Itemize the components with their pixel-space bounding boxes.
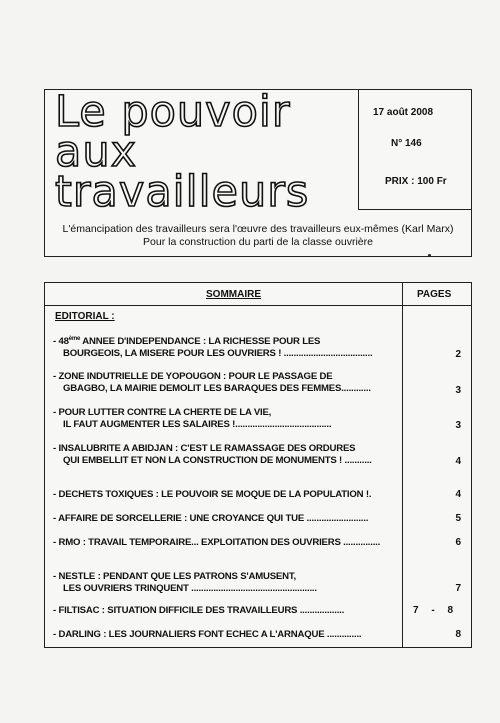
toc-entry-line: - FILTISAC : SITUATION DIFFICILE DES TRAVAILLEURS .................. [53, 605, 345, 616]
editorial-heading: EDITORIAL : [55, 311, 115, 322]
issue-price: PRIX : 100 Fr [385, 176, 447, 187]
toc-entry-line [53, 333, 401, 348]
toc-entry-line: - AFFAIRE DE SORCELLERIE : UNE CROYANCE QUI TUE ......................... [53, 513, 369, 524]
toc-page: 6 [455, 537, 461, 548]
toc-entry-line: IL FAUT AUGMENTER LES SALAIRES !....................................... [63, 419, 332, 430]
toc-page: 3 [455, 385, 461, 396]
title-line-1: Le pouvoir [55, 87, 291, 137]
pages-heading: PAGES [417, 289, 452, 300]
toc-entry-line: QUI EMBELLIT ET NON LA CONSTRUCTION DE MONUMENTS ! ........... [63, 455, 372, 466]
toc-page: 3 [455, 420, 461, 431]
toc-entry-line: - INSALUBRITE A ABIDJAN : C'EST LE RAMASSAGE DES ORDURES [53, 443, 356, 454]
toc-entry-line: - RMO : TRAVAIL TEMPORAIRE... EXPLOITATION DES OUVRIERS ............... [53, 537, 381, 548]
toc-entry [53, 371, 401, 395]
toc-page: 5 [455, 513, 461, 524]
toc-entry [53, 407, 401, 431]
issue-number: N° 146 [391, 138, 422, 149]
tagline: Pour la construction du parti de la classe ouvrière [143, 236, 373, 248]
superscript: ème [68, 336, 81, 342]
title-line-2: aux [55, 127, 138, 177]
bullet-dot [428, 254, 431, 257]
toc-entry [53, 629, 401, 641]
toc-entry [53, 537, 401, 549]
toc-entry-line: BOURGEOIS, LA MISERE POUR LES OUVRIERS ! .................................... [63, 348, 373, 360]
toc-entry [53, 605, 401, 617]
toc-entry-line: - ZONE INDUTRIELLE DE YOPOUGON : POUR LE PASSAGE DE [53, 371, 333, 382]
issue-info-box [358, 90, 471, 210]
toc-entry [53, 333, 401, 360]
toc-entry-line: - NESTLE : PENDANT QUE LES PATRONS S'AMUSENT, [53, 571, 296, 582]
title-line-3: travailleurs [55, 167, 310, 217]
table-of-contents [44, 282, 472, 648]
newspaper-title [55, 87, 355, 217]
toc-entry [53, 443, 401, 467]
toc-page: 4 [455, 456, 461, 467]
motto: L'émancipation des travailleurs sera l'œuvre des travailleurs eux-mêmes (Karl Marx) [62, 223, 454, 235]
toc-entry-line: - POUR LUTTER CONTRE LA CHERTE DE LA VIE, [53, 407, 272, 418]
toc-page: 8 [455, 629, 461, 640]
sommaire-heading: SOMMAIRE [206, 289, 261, 300]
toc-entry-line: - DECHETS TOXIQUES : LE POUVOIR SE MOQUE DE LA POPULATION !. [53, 489, 372, 500]
toc-entry [53, 571, 401, 595]
toc-entry-line: GBAGBO, LA MAIRIE DEMOLIT LES BARAQUES DES FEMMES............ [63, 383, 371, 394]
toc-entry [53, 489, 401, 501]
toc-page: 4 [455, 489, 461, 500]
toc-page: 2 [455, 349, 461, 360]
toc-page: 7 [455, 583, 461, 594]
toc-entry-line: - DARLING : LES JOURNALIERS FONT ECHEC A L'ARNAQUE .............. [53, 629, 362, 640]
issue-date: 17 août 2008 [373, 107, 434, 118]
masthead [44, 89, 472, 257]
toc-entry [53, 513, 401, 525]
header-divider [45, 305, 471, 306]
column-divider [402, 283, 403, 647]
toc-entry-prefix: - 48 [53, 336, 69, 348]
toc-entry-text: ANNEE D'INDEPENDANCE : LA RICHESSE POUR LES [80, 336, 321, 348]
toc-page: 7 - 8 [413, 605, 454, 616]
toc-entry-line: LES OUVRIERS TRINQUENT ................................................... [63, 583, 317, 594]
